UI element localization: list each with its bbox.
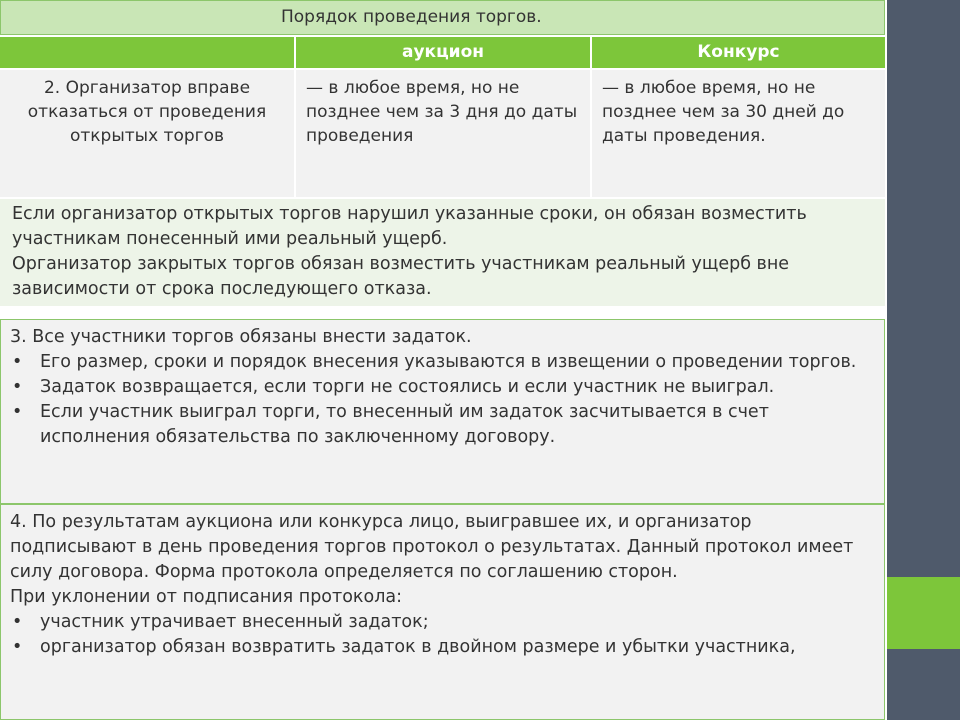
list-item-text: Его размер, сроки и порядок внесения указываются в извещении о проведении торгов. — [40, 352, 857, 372]
section-3-box — [0, 319, 885, 504]
note-box — [0, 199, 885, 306]
list-item-text: Задаток возвращается, если торги не состоялись и если участник не выиграл. — [40, 377, 775, 397]
list-item-text: организатор обязан возвратить задаток в двойном размере и убытки участника, — [40, 637, 796, 657]
header-contest: Конкурс — [592, 37, 885, 68]
list-item-text: Если участник выиграл торги, то внесенный им задаток засчитывается в счет исполнения обязательства по заключенному договору. — [40, 402, 769, 447]
header-empty — [0, 37, 294, 68]
list-item — [10, 610, 875, 635]
section-3-heading: 3. Все участники торгов обязаны внести задаток. — [10, 327, 472, 347]
note-paragraph-2: Организатор закрытых торгов обязан возместить участникам реальный ущерб вне зависимости от срока последующего отказа. — [12, 254, 790, 299]
list-item — [10, 375, 875, 400]
bullet-icon: • — [12, 377, 23, 397]
row-label-cell: 2. Организатор вправе отказаться от проведения открытых торгов — [0, 70, 294, 197]
slide-sidebar — [887, 0, 960, 720]
bullet-icon: • — [12, 612, 23, 632]
table-title: Порядок проведения торгов. — [0, 0, 885, 35]
bullet-icon: • — [12, 637, 23, 657]
list-item — [10, 400, 875, 450]
list-item — [10, 350, 875, 375]
sidebar-accent-block — [887, 577, 960, 649]
bullet-icon: • — [12, 402, 23, 422]
auction-cell: — в любое время, но не позднее чем за 3 дня до даты проведения — [296, 70, 590, 197]
section-4-text: 4. По результатам аукциона или конкурса лицо, выигравшее их, и организатор подписывают в день проведения торгов протокол о результатах. Данный протокол имеет силу договора. Форма протокола определяется по соглашению сторон. — [10, 512, 854, 582]
header-auction: аукцион — [296, 37, 590, 68]
note-paragraph-1: Если организатор открытых торгов нарушил указанные сроки, он обязан возместить участникам понесенный ими реальный ущерб. — [12, 204, 807, 249]
list-item — [10, 635, 875, 660]
section-4-box — [0, 504, 885, 720]
list-item-text: участник утрачивает внесенный задаток; — [40, 612, 429, 632]
bullet-icon: • — [12, 352, 23, 372]
contest-cell: — в любое время, но не позднее чем за 30 дней до даты проведения. — [592, 70, 885, 197]
section-4-subheading: При уклонении от подписания протокола: — [10, 587, 402, 607]
